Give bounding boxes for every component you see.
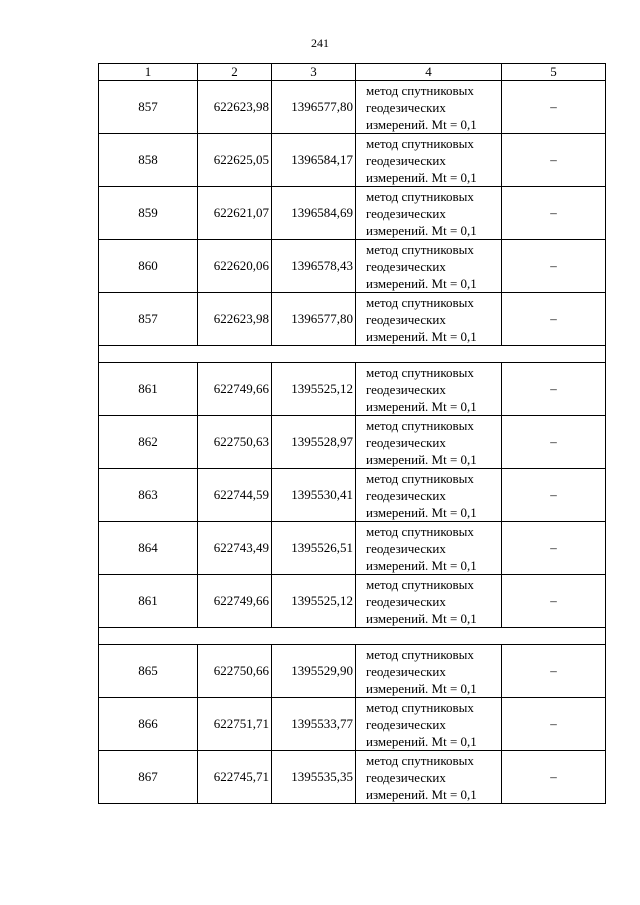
table-row bbox=[99, 187, 606, 240]
point-number-cell: 864 bbox=[99, 522, 198, 575]
y-coordinate-cell: 1395525,12 bbox=[272, 575, 356, 628]
point-number-cell: 865 bbox=[99, 645, 198, 698]
method-cell: метод спутниковых геодезических измерений. Mt = 0,1 bbox=[356, 293, 502, 346]
table-row bbox=[99, 469, 606, 522]
point-number-cell: 857 bbox=[99, 81, 198, 134]
y-coordinate-cell: 1395533,77 bbox=[272, 698, 356, 751]
method-cell: метод спутниковых геодезических измерений. Mt = 0,1 bbox=[356, 751, 502, 804]
table-header-row bbox=[99, 64, 606, 81]
column-header: 1 bbox=[99, 64, 198, 81]
y-coordinate-cell: 1395535,35 bbox=[272, 751, 356, 804]
point-number-cell: 857 bbox=[99, 293, 198, 346]
extra-cell: – bbox=[502, 416, 606, 469]
table-row bbox=[99, 293, 606, 346]
x-coordinate-cell: 622750,63 bbox=[198, 416, 272, 469]
x-coordinate-cell: 622623,98 bbox=[198, 81, 272, 134]
coordinates-table bbox=[98, 63, 606, 804]
method-cell: метод спутниковых геодезических измерений. Mt = 0,1 bbox=[356, 645, 502, 698]
x-coordinate-cell: 622750,66 bbox=[198, 645, 272, 698]
extra-cell: – bbox=[502, 81, 606, 134]
extra-cell: – bbox=[502, 134, 606, 187]
extra-cell: – bbox=[502, 363, 606, 416]
x-coordinate-cell: 622744,59 bbox=[198, 469, 272, 522]
point-number-cell: 861 bbox=[99, 575, 198, 628]
method-cell: метод спутниковых геодезических измерений. Mt = 0,1 bbox=[356, 416, 502, 469]
extra-cell: – bbox=[502, 469, 606, 522]
extra-cell: – bbox=[502, 645, 606, 698]
separator-row bbox=[99, 346, 606, 363]
y-coordinate-cell: 1396584,17 bbox=[272, 134, 356, 187]
table-row bbox=[99, 134, 606, 187]
y-coordinate-cell: 1396577,80 bbox=[272, 81, 356, 134]
column-header: 2 bbox=[198, 64, 272, 81]
y-coordinate-cell: 1395525,12 bbox=[272, 363, 356, 416]
table-row bbox=[99, 575, 606, 628]
y-coordinate-cell: 1395526,51 bbox=[272, 522, 356, 575]
method-cell: метод спутниковых геодезических измерений. Mt = 0,1 bbox=[356, 81, 502, 134]
x-coordinate-cell: 622620,06 bbox=[198, 240, 272, 293]
point-number-cell: 863 bbox=[99, 469, 198, 522]
method-cell: метод спутниковых геодезических измерений. Mt = 0,1 bbox=[356, 698, 502, 751]
column-header: 4 bbox=[356, 64, 502, 81]
point-number-cell: 861 bbox=[99, 363, 198, 416]
extra-cell: – bbox=[502, 751, 606, 804]
method-cell: метод спутниковых геодезических измерений. Mt = 0,1 bbox=[356, 187, 502, 240]
table-row bbox=[99, 363, 606, 416]
extra-cell: – bbox=[502, 240, 606, 293]
method-cell: метод спутниковых геодезических измерений. Mt = 0,1 bbox=[356, 522, 502, 575]
x-coordinate-cell: 622749,66 bbox=[198, 363, 272, 416]
extra-cell: – bbox=[502, 698, 606, 751]
table-row bbox=[99, 240, 606, 293]
table-row bbox=[99, 522, 606, 575]
x-coordinate-cell: 622743,49 bbox=[198, 522, 272, 575]
x-coordinate-cell: 622751,71 bbox=[198, 698, 272, 751]
x-coordinate-cell: 622623,98 bbox=[198, 293, 272, 346]
y-coordinate-cell: 1396577,80 bbox=[272, 293, 356, 346]
table-row bbox=[99, 81, 606, 134]
point-number-cell: 860 bbox=[99, 240, 198, 293]
y-coordinate-cell: 1396584,69 bbox=[272, 187, 356, 240]
column-header: 3 bbox=[272, 64, 356, 81]
extra-cell: – bbox=[502, 575, 606, 628]
separator-row bbox=[99, 628, 606, 645]
x-coordinate-cell: 622625,05 bbox=[198, 134, 272, 187]
point-number-cell: 862 bbox=[99, 416, 198, 469]
x-coordinate-cell: 622745,71 bbox=[198, 751, 272, 804]
y-coordinate-cell: 1395529,90 bbox=[272, 645, 356, 698]
table-body bbox=[99, 81, 606, 804]
point-number-cell: 859 bbox=[99, 187, 198, 240]
extra-cell: – bbox=[502, 187, 606, 240]
point-number-cell: 858 bbox=[99, 134, 198, 187]
y-coordinate-cell: 1395528,97 bbox=[272, 416, 356, 469]
method-cell: метод спутниковых геодезических измерений. Mt = 0,1 bbox=[356, 134, 502, 187]
method-cell: метод спутниковых геодезических измерений. Mt = 0,1 bbox=[356, 575, 502, 628]
extra-cell: – bbox=[502, 293, 606, 346]
extra-cell: – bbox=[502, 522, 606, 575]
separator-cell bbox=[99, 628, 606, 645]
table-row bbox=[99, 698, 606, 751]
separator-cell bbox=[99, 346, 606, 363]
method-cell: метод спутниковых геодезических измерений. Mt = 0,1 bbox=[356, 363, 502, 416]
table-row bbox=[99, 416, 606, 469]
table-row bbox=[99, 645, 606, 698]
y-coordinate-cell: 1395530,41 bbox=[272, 469, 356, 522]
column-header: 5 bbox=[502, 64, 606, 81]
point-number-cell: 866 bbox=[99, 698, 198, 751]
table-row bbox=[99, 751, 606, 804]
x-coordinate-cell: 622621,07 bbox=[198, 187, 272, 240]
method-cell: метод спутниковых геодезических измерений. Mt = 0,1 bbox=[356, 469, 502, 522]
x-coordinate-cell: 622749,66 bbox=[198, 575, 272, 628]
point-number-cell: 867 bbox=[99, 751, 198, 804]
page-number: 241 bbox=[311, 36, 329, 50]
method-cell: метод спутниковых геодезических измерений. Mt = 0,1 bbox=[356, 240, 502, 293]
y-coordinate-cell: 1396578,43 bbox=[272, 240, 356, 293]
